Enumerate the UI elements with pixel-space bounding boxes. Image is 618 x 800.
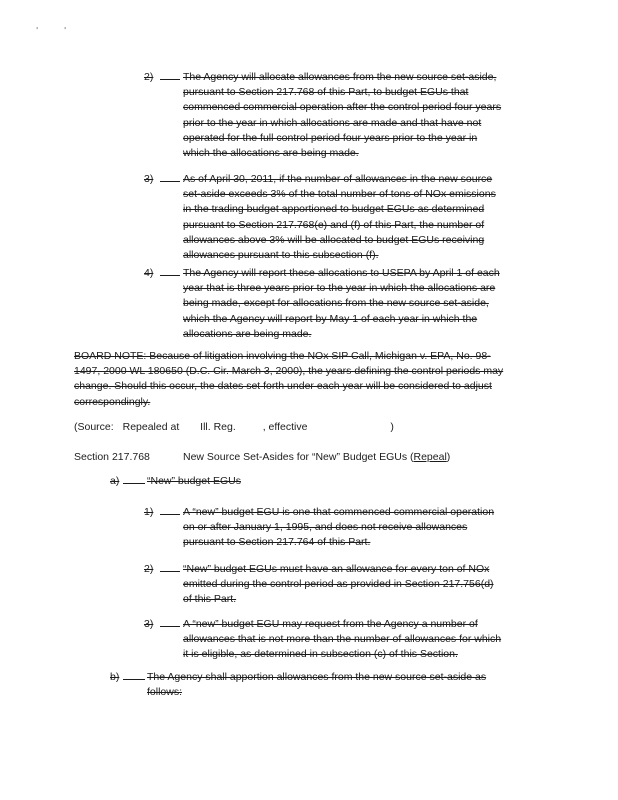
subsection-letter: b) bbox=[110, 671, 120, 683]
section-title bbox=[183, 450, 450, 465]
item-number: 3) bbox=[144, 173, 154, 185]
item-text: As of April 30, 2011, if the number of allowances in the new source set-aside exceeds 3% of the total number of tons of NOx emissions in the trading budget apportioned to budget EGUs as determined pursuant to Section 217.768(e) and (f) of this Part, the number of allowances above 3% will be allocated to budget EGUs receiving allowances pursuant to this subsection (f). bbox=[183, 173, 496, 262]
scan-mark: ' bbox=[36, 26, 39, 35]
item-text: “New” budget EGUs must have an allowance for every ton of NOx emitted during the control period as provided in Section 217.756(d) of this Part. bbox=[183, 563, 494, 606]
source-reg: Ill. Reg. bbox=[200, 421, 236, 433]
strike-dash bbox=[160, 626, 180, 627]
strike-dash bbox=[123, 483, 145, 484]
strike-dash bbox=[160, 514, 180, 515]
section-number: Section 217.768 bbox=[74, 451, 150, 463]
item-number: 1) bbox=[144, 506, 154, 518]
board-note-text: BOARD NOTE: Because of litigation involving the NOx SIP Call, Michigan v. EPA, No. 98-1497, 2000 WL 180650 (D.C. Cir. March 3, 2000), the years defining the control periods may change. Should this occur, the dates set forth under each year will be considered to adjust correspondingly. bbox=[74, 350, 504, 408]
strike-dash bbox=[160, 275, 180, 276]
source-close: ) bbox=[390, 421, 394, 433]
source-line bbox=[74, 420, 394, 435]
strike-dash bbox=[123, 679, 145, 680]
item-text: A “new” budget EGU may request from the Agency a number of allowances that is not more than the number of allowances for which it is eligible, as determined in subsection (c) of this Section. bbox=[183, 618, 502, 661]
item-number: 2) bbox=[144, 563, 154, 575]
section-title-text: New Source Set-Asides for “New” Budget EGUs ( bbox=[183, 451, 414, 463]
scan-mark: ' bbox=[64, 26, 67, 35]
section-repeal-label: Repeal bbox=[413, 451, 447, 463]
section-heading bbox=[74, 450, 150, 465]
item-number: 3) bbox=[144, 618, 154, 630]
source-effective: , effective bbox=[262, 421, 308, 433]
subsection-text: The Agency shall apportion allowances from the new source set-aside as follows: bbox=[147, 671, 487, 699]
source-prefix: (Source: bbox=[74, 421, 114, 433]
item-number: 2) bbox=[144, 71, 154, 83]
source-repealed: Repealed at bbox=[122, 421, 180, 433]
item-number: 4) bbox=[144, 267, 154, 279]
strike-dash bbox=[160, 571, 180, 572]
item-text: The Agency will report these allocations to USEPA by April 1 of each year that is three years prior to the year in which the allocations are being made, except for allocations from the new source set-aside, which the Agency will report by May 1 of each year in which the allocations are being made. bbox=[183, 267, 500, 340]
strike-dash bbox=[160, 181, 180, 182]
subsection-letter: a) bbox=[110, 475, 120, 487]
subsection-heading: “New” budget EGUs bbox=[147, 475, 241, 487]
section-title-end: ) bbox=[446, 451, 451, 463]
item-text: The Agency will allocate allowances from the new source set-aside, pursuant to Section 217.768 of this Part, to budget EGUs that commenced commercial operation after the control period four years prior to the year in which allocations are made and that have not operated for the full control period four years prior to the year in which the allocations are being made. bbox=[183, 71, 502, 160]
item-text: A “new” budget EGU is one that commenced commercial operation on or after January 1, 1995, and does not receive allowances pursuant to Section 217.764 of this Part. bbox=[183, 506, 495, 549]
strike-dash bbox=[160, 79, 180, 80]
